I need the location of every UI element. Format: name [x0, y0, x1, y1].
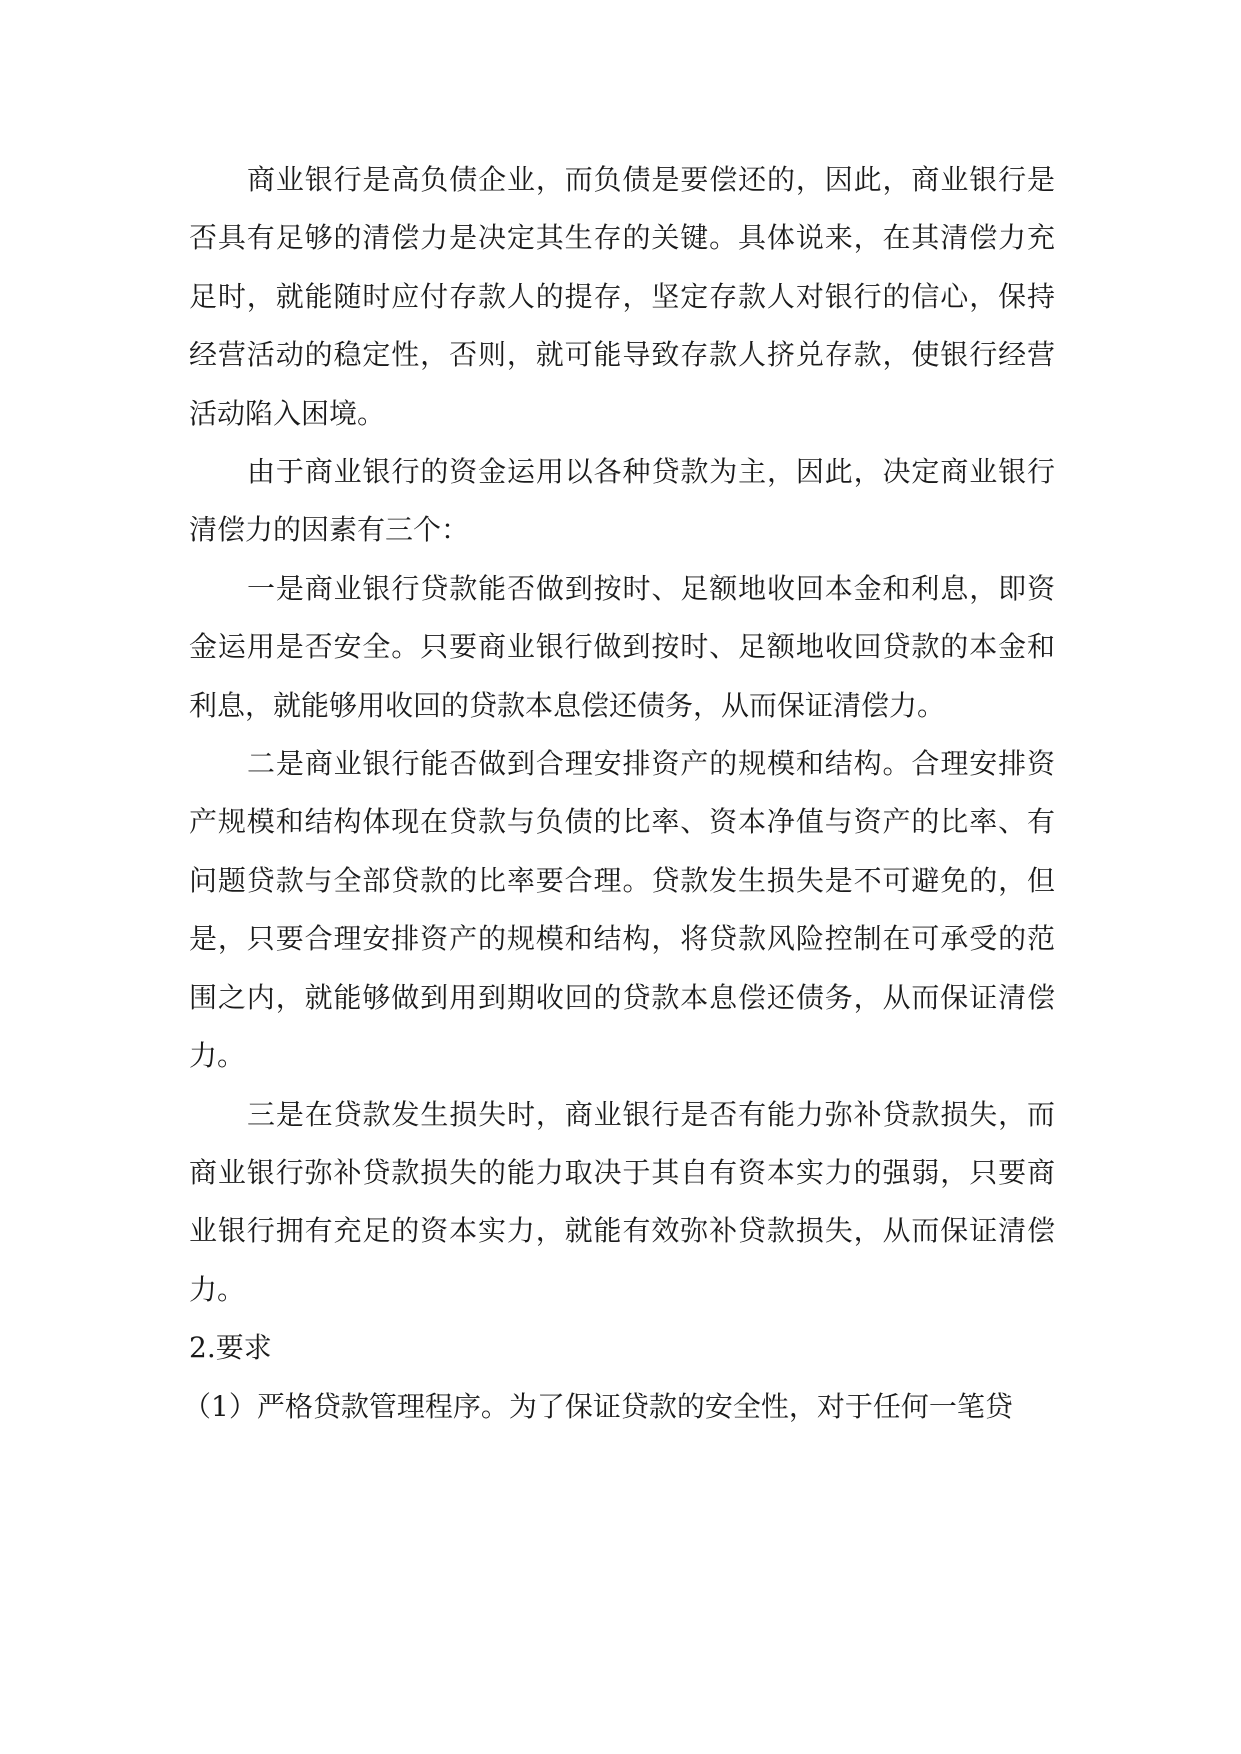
- list-item: （1）严格贷款管理程序。为了保证贷款的安全性，对于任何一笔贷: [183, 1389, 1013, 1423]
- paragraph-1: 商业银行是高负债企业，而负债是要偿还的，因此，商业银行是否具有足够的清偿力是决定其生存的关键。具体说来，在其清偿力充足时，就能随时应付存款人的提存，坚定存款人对银行的信心，保持经营活动的稳定性，否则，就可能导致存款人挤兑存款，使银行经营活动陷入困境。: [189, 163, 1055, 430]
- paragraph-5: 三是在贷款发生损失时，商业银行是否有能力弥补贷款损失，而商业银行弥补贷款损失的能力取决于其自有资本实力的强弱，只要商业银行拥有充足的资本实力，就能有效弥补贷款损失，从而保证清偿力。: [189, 1097, 1055, 1306]
- section-heading: 2.要求: [189, 1331, 272, 1365]
- paragraph-2: 由于商业银行的资金运用以各种贷款为主，因此，决定商业银行清偿力的因素有三个：: [189, 455, 1055, 547]
- paragraph-4: 二是商业银行能否做到合理安排资产的规模和结构。合理安排资产规模和结构体现在贷款与负债的比率、资本净值与资产的比率、有问题贷款与全部贷款的比率要合理。贷款发生损失是不可避免的，但是，只要合理安排资产的规模和结构，将贷款风险控制在可承受的范围之内，就能够做到用到期收回的贷款本息偿还债务，从而保证清偿力。: [189, 747, 1055, 1073]
- paragraph-3: 一是商业银行贷款能否做到按时、足额地收回本金和利息，即资金运用是否安全。只要商业银行做到按时、足额地收回贷款的本金和利息，就能够用收回的贷款本息偿还债务，从而保证清偿力。: [189, 571, 1055, 722]
- document-body: [183, 151, 1055, 1436]
